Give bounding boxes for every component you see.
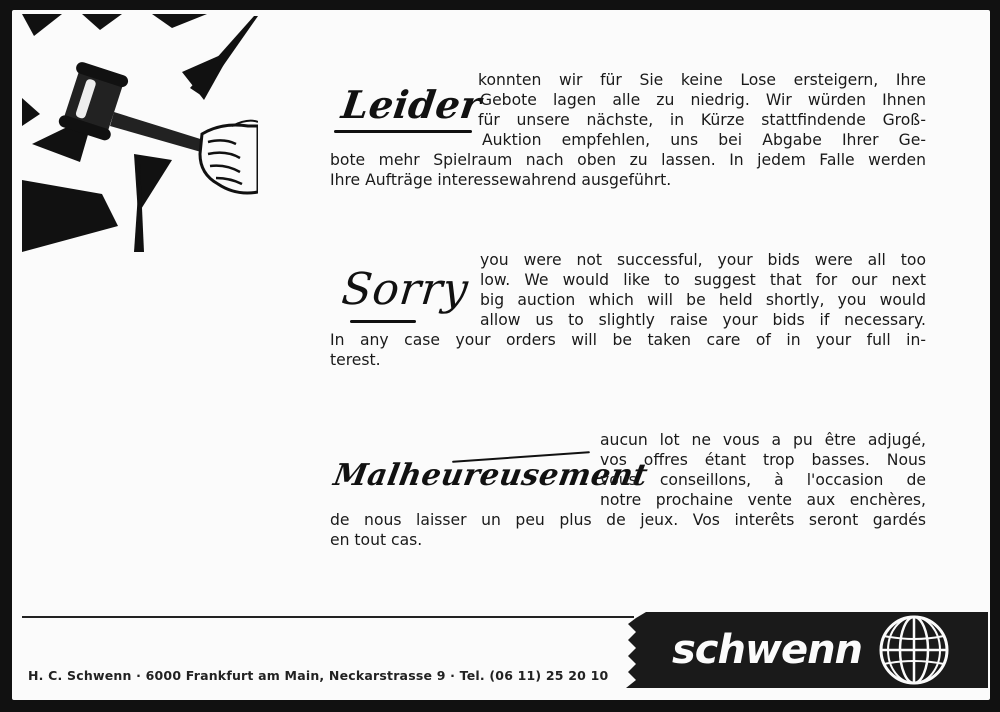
- schwenn-logo-text: schwenn: [672, 627, 863, 673]
- german-line: bote mehr Spielraum nach oben zu lassen. In jedem Falle werden: [330, 151, 926, 169]
- globe-icon: [881, 617, 947, 683]
- english-line: you were not successful, your bids were all too: [480, 251, 926, 269]
- french-paragraph: [12, 430, 990, 560]
- english-line: terest.: [330, 351, 381, 369]
- french-heading: Malheureusement: [330, 458, 651, 493]
- french-line: notre prochaine vente aux enchères,: [600, 491, 926, 509]
- french-line: en tout cas.: [330, 531, 423, 549]
- french-line: vous conseillons, à l'occasion de: [600, 471, 926, 489]
- french-line: de nous laisser un peu plus de jeux. Vos interêts seront gardés: [330, 511, 926, 529]
- english-line: allow us to slightly raise your bids if necessary.: [480, 311, 926, 329]
- german-line: Auktion empfehlen, uns bei Abgabe Ihrer Ge-: [482, 131, 926, 149]
- english-line: low. We would like to suggest that for our next: [480, 271, 926, 289]
- french-line: vos offres étant trop basses. Nous: [600, 451, 926, 469]
- english-heading: Sorry: [339, 264, 471, 315]
- auction-result-card: [12, 10, 990, 700]
- german-line: für unsere nächste, in Kürze stattfindende Groß-: [478, 111, 926, 129]
- german-heading: Leider: [338, 82, 485, 127]
- footer-address: H. C. Schwenn · 6000 Frankfurt am Main, Neckarstrasse 9 · Tel. (06 11) 25 20 10: [28, 668, 609, 683]
- german-line: konnten wir für Sie keine Lose ersteigern, Ihre: [478, 71, 926, 89]
- english-line: big auction which will be held shortly, you would: [480, 291, 926, 309]
- german-paragraph: [12, 70, 990, 200]
- german-line: Ihre Aufträge interessewahrend ausgeführt.: [330, 171, 672, 189]
- german-line: Gebote lagen alle zu niedrig. Wir würden Ihnen: [480, 91, 926, 109]
- french-line: aucun lot ne vous a pu être adjugé,: [600, 431, 926, 449]
- footer-divider: [22, 616, 634, 618]
- english-paragraph: [12, 250, 990, 380]
- english-line: In any case your orders will be taken care of in your full in-: [330, 331, 926, 349]
